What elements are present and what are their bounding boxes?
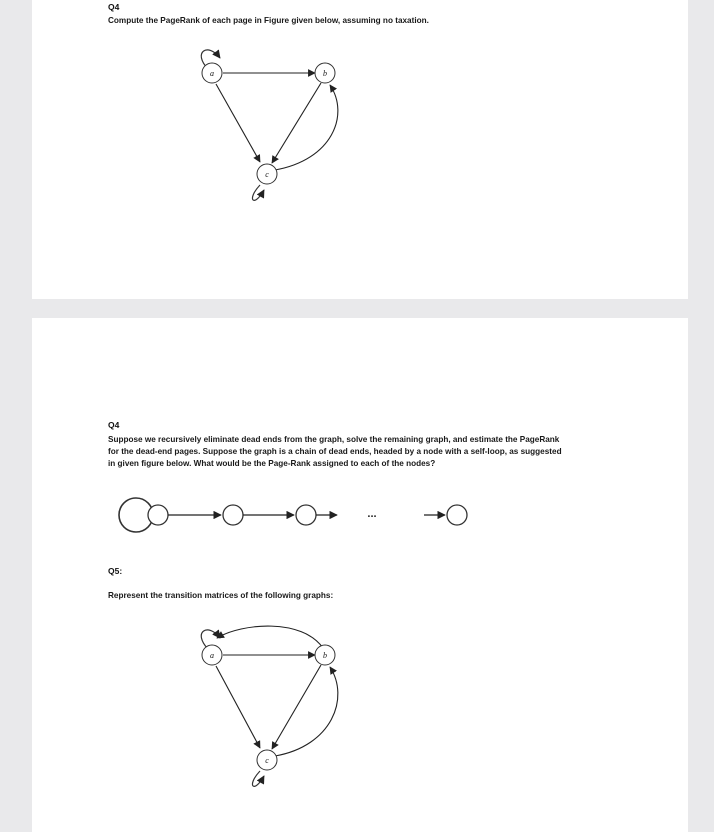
- edge-b-to-c: [272, 665, 321, 749]
- edge-c-to-b: [275, 85, 338, 170]
- transition-graph-figure: [32, 318, 688, 832]
- chain-ellipsis: ...: [367, 508, 377, 520]
- q4-heading: Q4: [108, 420, 120, 430]
- node-c-label: c: [265, 756, 269, 765]
- q4-line-1: Suppose we recursively eliminate dead ends from the graph, solve the remaining graph, and estimate the PageRank: [108, 435, 560, 444]
- q4-line-2: for the dead-end pages. Suppose the graph is a chain of dead ends, headed by a node with a self-loop, as suggested: [108, 447, 562, 456]
- question-heading: Q4: [108, 2, 120, 12]
- edge-c-to-b: [275, 667, 338, 756]
- node-b: [315, 63, 335, 83]
- q5-prompt: Represent the transition matrices of the following graphs:: [108, 591, 334, 600]
- document-page-2: [32, 318, 688, 832]
- node-a: [202, 63, 222, 83]
- q4-line-3: in given figure below. What would be the Page-Rank assigned to each of the nodes?: [108, 459, 436, 468]
- node-c-label: c: [265, 170, 269, 179]
- edge-a-to-c: [216, 84, 260, 162]
- node-b-label: b: [323, 69, 327, 78]
- edge-b-to-c: [272, 83, 321, 163]
- edge-a-to-c: [216, 666, 260, 748]
- q5-heading: Q5:: [108, 566, 123, 576]
- node-b-label: b: [323, 651, 327, 660]
- node-a-label: a: [210, 69, 214, 78]
- node-a-label: a: [210, 651, 214, 660]
- node-b: [315, 645, 335, 665]
- question-prompt: Compute the PageRank of each page in Figure given below, assuming no taxation.: [108, 16, 429, 25]
- edge-c-self-loop: [252, 771, 264, 786]
- node-a: [202, 645, 222, 665]
- edge-c-self-loop: [252, 185, 264, 200]
- node-c: [257, 750, 277, 770]
- node-c: [257, 164, 277, 184]
- edge-b-to-a-curve: [217, 626, 323, 648]
- graph-figure: [32, 0, 688, 299]
- document-page-1: [32, 0, 688, 299]
